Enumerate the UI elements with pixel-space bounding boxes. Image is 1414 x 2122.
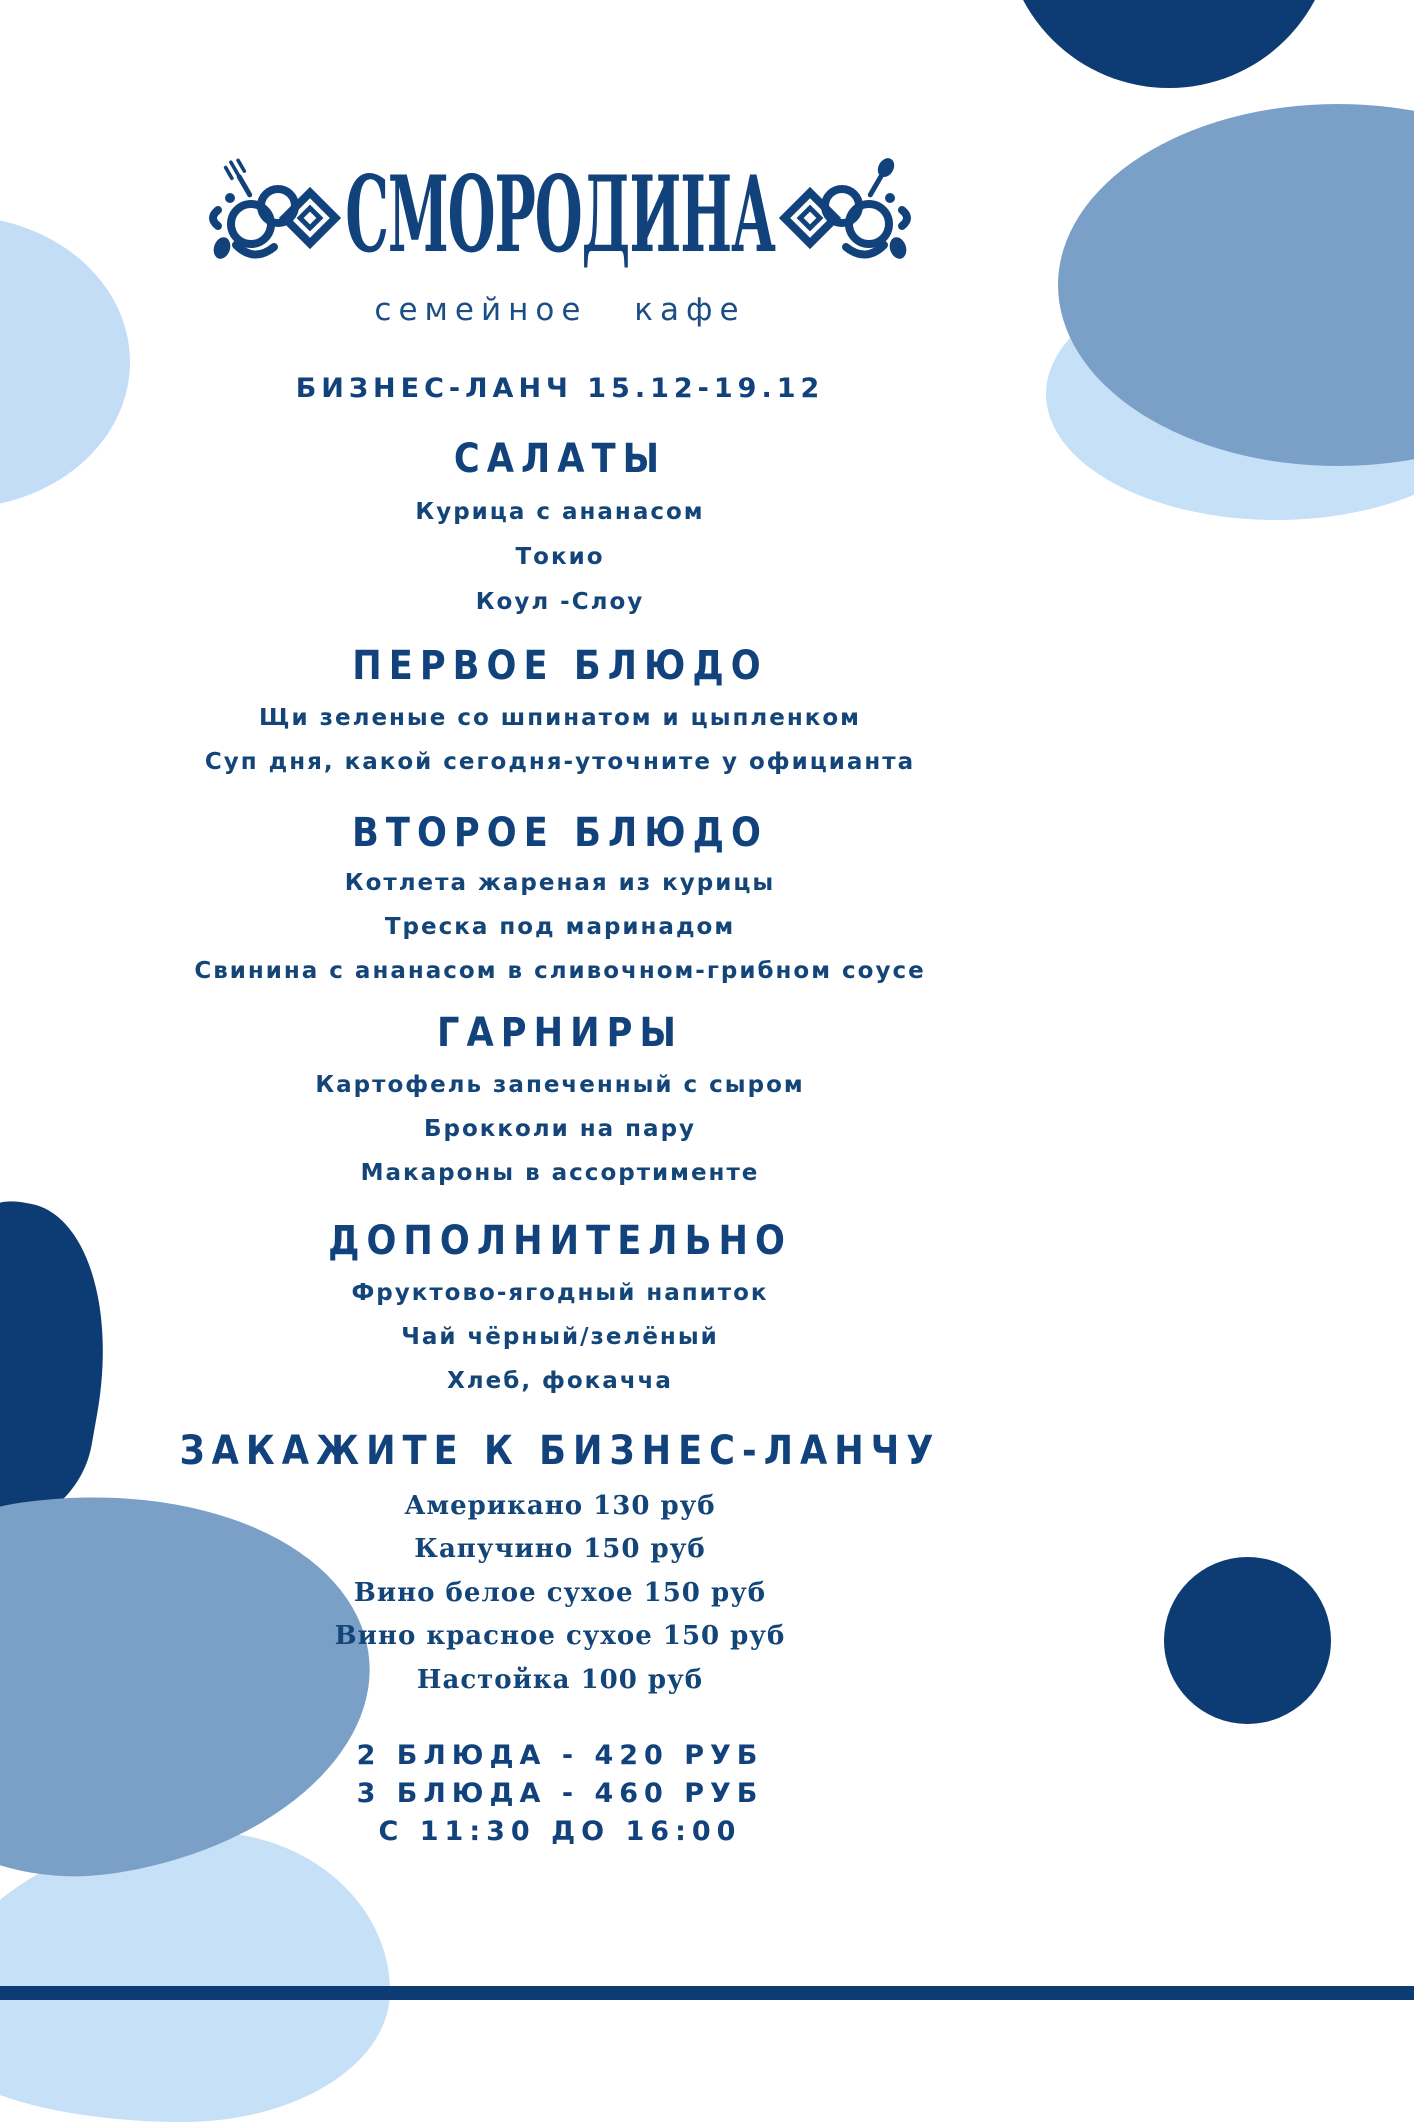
brand-name-wrap [345,152,775,276]
menu-item: Макароны в ассортименте [360,1160,760,1186]
menu-item: Чай чёрный/зелёный [401,1324,719,1350]
upsell-item: Американо 130 руб [404,1491,716,1521]
menu-item: Свинина с ананасом в сливочном-грибном соусе [194,958,926,984]
upsell-item: Вино белое сухое 150 руб [353,1578,767,1608]
section-title-first-course: ПЕРВОЕ БЛЮДО [352,643,768,689]
upsell-item: Вино красное сухое 150 руб [334,1621,786,1651]
decor-circle-bottom-right-navy [1164,1557,1331,1724]
menu-item: Щи зеленые со шпинатом и цыпленком [259,705,861,731]
menu-item: Котлета жареная из курицы [344,870,776,896]
brand-name: СМОРОДИНА [345,152,775,276]
section-title-main-course: ВТОРОЕ БЛЮДО [352,810,768,856]
right-ornament [764,148,916,280]
menu-item: Суп дня, какой сегодня-уточните у официанта [204,749,916,775]
menu-item: Треска под маринадом [384,914,736,940]
upsell-item: Капучино 150 руб [414,1534,706,1564]
menu-item: Картофель запеченный с сыром [315,1072,805,1098]
menu-item: Коул -Слоу [475,589,645,615]
brand-tagline: семейное кафе [374,292,746,328]
brand-logo [0,148,1120,280]
section-title-salads: САЛАТЫ [453,436,667,482]
menu-item: Фруктово-ягодный напиток [351,1280,769,1306]
bottom-accent-bar [0,1986,1414,2000]
menu-item: Токио [515,544,605,570]
price-3-courses: 3 БЛЮДА - 460 РУБ [356,1778,764,1809]
section-title-sides: ГАРНИРЫ [437,1010,683,1056]
price-2-courses: 2 БЛЮДА - 420 РУБ [356,1740,764,1771]
menu-title: БИЗНЕС-ЛАНЧ 15.12-19.12 [295,373,825,404]
menu-item: Хлеб, фокачча [447,1368,673,1394]
menu-item: Брокколи на пару [423,1116,697,1142]
serving-hours: С 11:30 ДО 16:00 [378,1816,742,1847]
upsell-item: Настойка 100 руб [416,1665,704,1695]
upsell-title: ЗАКАЖИТЕ К БИЗНЕС-ЛАНЧУ [179,1428,941,1474]
section-title-extras: ДОПОЛНИТЕЛЬНО [328,1218,792,1264]
menu-item: Курица с ананасом [415,499,705,525]
left-ornament [204,148,356,280]
